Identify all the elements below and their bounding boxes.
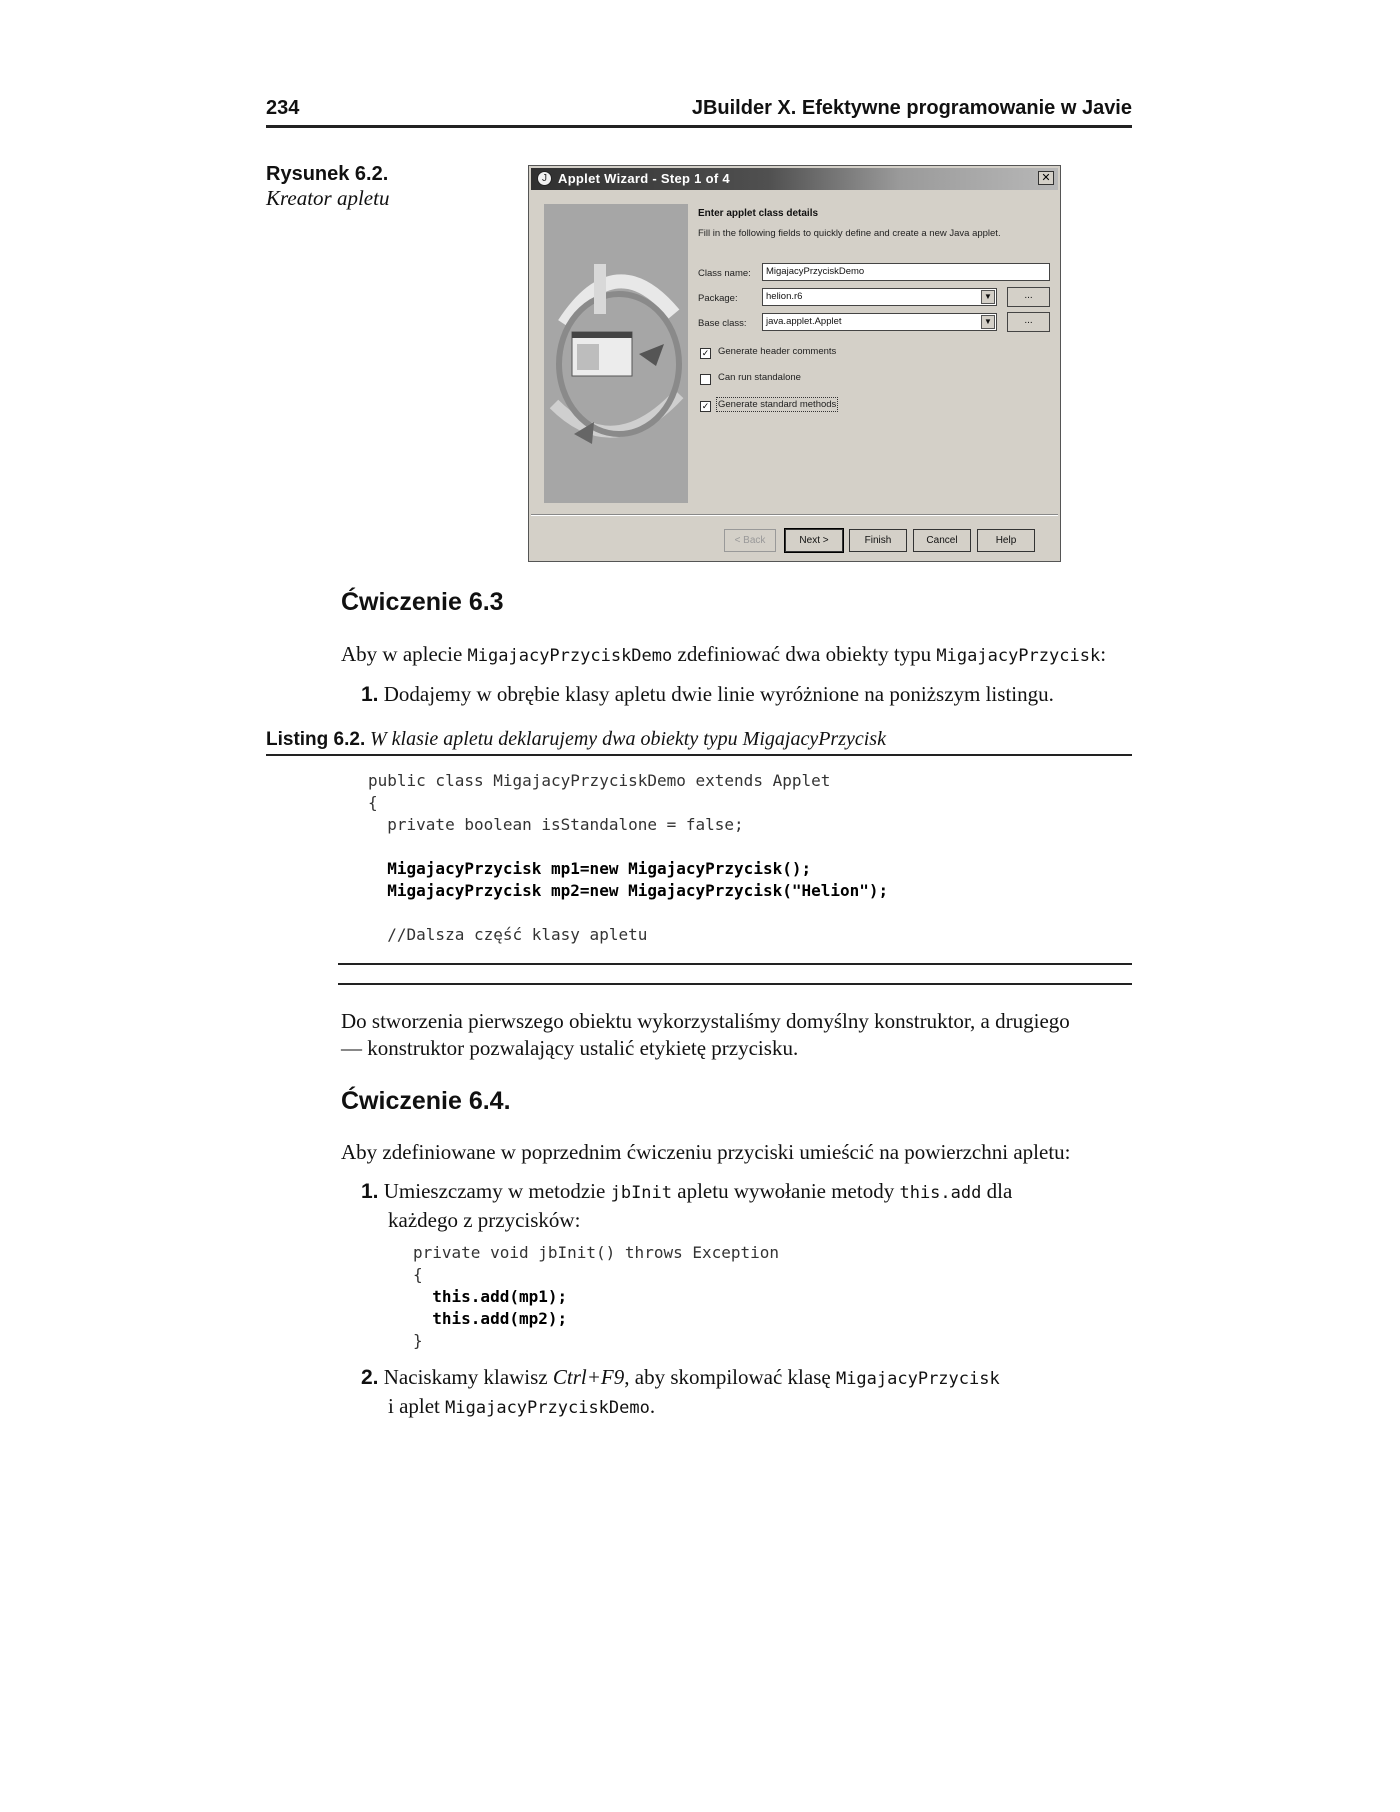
step-2-code-applet: MigajacyPrzyciskDemo	[445, 1398, 650, 1418]
dialog-heading: Enter applet class details	[698, 208, 819, 219]
code-line: {	[368, 793, 378, 812]
base-class-browse-button[interactable]: ...	[1007, 312, 1050, 332]
cancel-button[interactable]: Cancel	[913, 529, 971, 552]
applet-wizard-dialog	[528, 165, 1061, 562]
listing-code	[368, 770, 888, 946]
back-button[interactable]: < Back	[724, 529, 776, 552]
code-line-highlighted: this.add(mp2);	[413, 1309, 568, 1328]
figure-label: Rysunek 6.2.	[266, 163, 389, 185]
step-1-text-a: Umieszczamy w metodzie	[378, 1179, 611, 1203]
code-line-highlighted: this.add(mp1);	[413, 1287, 568, 1306]
step-1-text-b: apletu wywołanie metody	[672, 1179, 900, 1203]
code-line: private boolean isStandalone = false;	[368, 815, 744, 834]
dialog-title: Applet Wizard - Step 1 of 4	[558, 171, 730, 186]
section-6-3-intro	[341, 641, 1106, 670]
listing-caption	[266, 728, 886, 751]
dialog-separator	[531, 514, 1058, 516]
section-6-3-title: Ćwiczenie 6.3	[341, 588, 504, 616]
step-2-text-b: , aby skompilować klasę	[624, 1365, 836, 1389]
step-2-line-2	[361, 1393, 1000, 1422]
code-line: {	[413, 1265, 423, 1284]
section-6-4-intro: Aby zdefiniowane w poprzednim ćwiczeniu przyciski umieścić na powierzchni apletu:	[341, 1140, 1071, 1164]
step-text: Dodajemy w obrębie klasy apletu dwie linie wyróżnione na poniższym listingu.	[378, 682, 1054, 706]
step-2-line-1	[361, 1364, 1000, 1393]
running-title: JBuilder X. Efektywne programowanie w Javie	[691, 97, 1132, 119]
step-number: 1.	[361, 683, 379, 706]
listing-label: Listing 6.2.	[266, 729, 366, 750]
chevron-down-icon[interactable]: ▼	[981, 315, 995, 329]
checkbox-label-header-comments: Generate header comments	[718, 346, 837, 357]
package-value: helion.r6	[766, 291, 803, 302]
step-2-text-c: i aplet	[388, 1394, 446, 1418]
close-icon[interactable]: ✕	[1038, 171, 1054, 185]
figure-caption: Kreator apletu	[266, 186, 390, 210]
base-class-label: Base class:	[698, 318, 747, 329]
section-6-4-step-1	[361, 1178, 1012, 1234]
step-1-code-add: this.add	[899, 1183, 982, 1203]
step-number: 2.	[361, 1366, 379, 1389]
step-1-line-2: każdego z przycisków:	[388, 1208, 581, 1232]
next-button[interactable]: Next >	[785, 529, 843, 552]
step-2-key: Ctrl+F9	[552, 1365, 625, 1389]
help-button[interactable]: Help	[977, 529, 1035, 552]
checkbox-can-run-standalone[interactable]	[700, 374, 711, 385]
package-label: Package:	[698, 293, 738, 304]
header-rule	[266, 125, 1132, 128]
checkbox-label-standalone: Can run standalone	[718, 372, 801, 383]
code-line	[368, 902, 888, 924]
package-browse-button[interactable]: ...	[1007, 287, 1050, 307]
step-1-code-jbinit: jbInit	[610, 1183, 673, 1203]
class-name-label: Class name:	[698, 268, 751, 279]
step-2-text-a: Naciskamy klawisz	[378, 1365, 553, 1389]
finish-button[interactable]: Finish	[849, 529, 907, 552]
dialog-instruction: Fill in the following fields to quickly define and create a new Java applet.	[698, 228, 1001, 239]
step-number: 1.	[361, 1180, 379, 1203]
listing-end-rule	[338, 983, 1132, 985]
jbinit-code	[413, 1242, 779, 1352]
chevron-down-icon[interactable]: ▼	[981, 290, 995, 304]
after-listing-paragraph	[341, 1008, 1070, 1062]
listing-caption-text: W klasie apletu deklarujemy dwa obiekty typu MigajacyPrzycisk	[370, 728, 886, 750]
code-line-highlighted: MigajacyPrzycisk mp1=new MigajacyPrzycisk();	[368, 859, 812, 878]
section-6-4-title: Ćwiczenie 6.4.	[341, 1087, 511, 1115]
step-2-code-class: MigajacyPrzycisk	[835, 1369, 1000, 1389]
checkbox-generate-header-comments[interactable]: ✓	[701, 348, 710, 358]
listing-top-rule	[266, 754, 1132, 756]
code-line	[368, 836, 888, 858]
jbuilder-app-icon: J	[537, 171, 552, 186]
intro-text-before: Aby w aplecie	[341, 642, 468, 666]
intro-text-after: :	[1100, 642, 1107, 666]
section-6-4-step-2	[361, 1364, 1000, 1422]
step-1-text-c: dla	[981, 1179, 1013, 1203]
step-2-text-d: .	[649, 1394, 656, 1418]
intro-code-type: MigajacyPrzycisk	[936, 646, 1101, 666]
page-number: 234	[266, 97, 300, 119]
intro-text-middle: zdefiniować dwa obiekty typu	[672, 642, 937, 666]
after-listing-line-2: — konstruktor pozwalający ustalić etykietę przycisku.	[341, 1036, 799, 1060]
intro-code-class: MigajacyPrzyciskDemo	[467, 646, 673, 666]
class-name-input[interactable]: MigajacyPrzyciskDemo	[762, 263, 1050, 281]
section-6-3-step-1	[361, 681, 1054, 708]
code-line: public class MigajacyPrzyciskDemo extends Applet	[368, 771, 831, 790]
wizard-illustration	[544, 204, 688, 503]
checkbox-generate-standard-methods[interactable]: ✓	[701, 401, 710, 411]
code-line: private void jbInit() throws Exception	[413, 1243, 780, 1262]
checkbox-label-standard-methods: Generate standard methods	[718, 399, 837, 410]
package-combo[interactable]	[762, 288, 997, 306]
code-line: //Dalsza część klasy apletu	[368, 925, 648, 944]
code-line-highlighted: MigajacyPrzycisk mp2=new MigajacyPrzycisk("Helion");	[368, 881, 889, 900]
step-1-line-1	[361, 1178, 1012, 1207]
dialog-titlebar	[531, 168, 1058, 190]
wizard-illustration-graphic	[544, 204, 688, 503]
code-line: }	[413, 1331, 423, 1350]
base-class-value: java.applet.Applet	[766, 316, 842, 327]
base-class-combo[interactable]	[762, 313, 997, 331]
after-listing-line-1: Do stworzenia pierwszego obiektu wykorzystaliśmy domyślny konstruktor, a drugiego	[341, 1009, 1070, 1033]
listing-bottom-rule	[338, 963, 1132, 965]
